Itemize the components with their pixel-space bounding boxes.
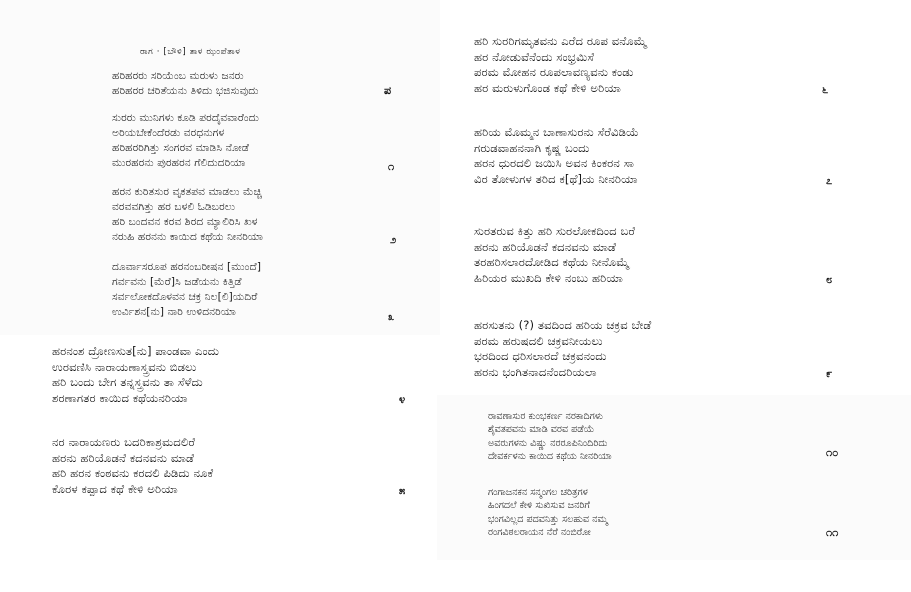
verse-line: ಹರ ಮರುಳುಗೊಂಡ ಕಥೆ ಕೇಳಿ ಅರಿಯಾ <box>474 80 621 95</box>
verse-line: ಹರಿ ಹರನ ಕಂಠವನು ಕರದಲಿ ಪಿಡಿದು ನೂಕೆ <box>52 466 214 481</box>
verse-line: ಅವರುಗಳನು ವಿಷ್ಣು ನರರೂಪಿನಿಂದಿರಿದು <box>488 437 608 449</box>
verse-line: ಗರುಡವಾಹನನಾಗಿ ಕೃಷ್ಣ ಬಂದು <box>474 140 590 155</box>
verse-line: ಹರಿ ಸುರರಿಗಮೃತವನು ಎರೆದ ರೂಪ ವನೊಮ್ಮೆ <box>474 34 647 48</box>
verse-number: ೮ <box>826 273 833 286</box>
verse-line: ಹರನು ಹರಿಯೊಡನೆ ಕದನವನು ಮಾಡೆ <box>52 450 195 465</box>
verse-line: ಶರಣಾಗತರ ಕಾಯಿದ ಕಥೆಯನರಿಯಾ <box>52 390 188 405</box>
verse-left-2 <box>112 111 259 171</box>
verse-line: ದೇವರ್ಕಳನು ಕಾಯಿದ ಕಥೆಯ ನೀನರಿಯಾ <box>488 451 612 463</box>
verse-line: ವಿರ ತೋಳುಗಳ ತರಿದ ಕ[ಥೆ]ಯ ನೀನರಿಯಾ <box>474 171 638 186</box>
verse-line: ಹರನು ಹರಿಯೊಡನೆ ಕದನವನು ಮಾಡೆ <box>474 239 617 254</box>
verse-line: ಅರಿಯಬೇಕೆಂದೆರಡು ವರಧನುಗಳ <box>112 127 225 139</box>
verse-number: ೧ <box>388 160 395 173</box>
verse-line: ಪರಮ ಹರುಷದಲಿ ಚಕ್ರವನೀಯಲು <box>474 333 603 348</box>
verse-left-4 <box>112 260 261 320</box>
verse-number: ೫ <box>399 484 406 497</box>
verse-line: ಕೊರಳ ಕಪ್ಪಾದ ಕಥೆ ಕೇಳಿ ಅರಿಯಾ <box>52 481 178 496</box>
verse-line: ತರಹರಿಸಲಾರದೋಡಿದ ಕಥೆಯ ನೀನೊಮ್ಮೆ <box>474 255 630 270</box>
verse-number: ಪ <box>384 84 392 97</box>
verse-line: ಹರನ ಧುರದಲಿ ಜಯಿಸಿ ಅವನ ಕಿಂಕರನ ಸಾ <box>474 156 635 171</box>
verse-line: ಮುರಹರನು ಪುರಹರನ ಗೆಲಿದುದರಿಯಾ <box>112 157 246 169</box>
verse-line: ಉರವಣಿಸಿ ನಾರಾಯಣಾಸ್ತ್ರವನು ಬಿಡಲು <box>52 359 197 374</box>
verse-line: ನರ ನಾರಾಯಣರು ಬದರಿಕಾಶ್ರಮದಲಿರೆ <box>52 435 196 449</box>
verse-left-6 <box>52 435 213 497</box>
verse-line: ಹರಿ ಬಂದು ಬೇಗ ತನ್ನಸ್ತ್ರವನು ತಾ ಸೆಳೆದು <box>52 375 203 390</box>
verse-line: ದೂರ್ವಾಸರೂಪ ಹರನಂಬರೀಷನ [ಮುಂದೆ] <box>112 261 262 273</box>
verse-line: ಸುರತರುವ ಕಿತ್ತು ಹರಿ ಸುರಲೋಕದಿಂದ ಬರೆ <box>474 224 636 238</box>
verse-number: ೪ <box>399 393 406 406</box>
verse-number: ೭ <box>826 174 833 187</box>
verse-number: ೨ <box>390 233 397 246</box>
verse-line: ಹರ ನೋಡುವೆನೆಂದು ಸಂಭ್ರಮಿಸೆ <box>474 49 595 64</box>
verse-line: ಹರನು ಭಂಗಿತನಾದನೆಂದರಿಯಲಾ <box>474 364 597 379</box>
verse-line: ಹರಿಯ ಮೊಮ್ಮನ ಬಾಣಾಸುರನು ಸೆರೆವಿಡಿಯೆ <box>474 125 639 139</box>
verse-line: ಹರಿಹರರಿಗಿತ್ತು ಸಂಗರವ ಮಾಡಿಸಿ ನೋಡೆ <box>112 142 250 154</box>
verse-right-1 <box>474 34 647 96</box>
verse-line: ಹಿರಿಯರ ಮುಖದಿ ಕೇಳಿ ನಂಬು ಹರಿಯಾ <box>474 270 623 285</box>
verse-number: ೧೦ <box>826 446 839 459</box>
verse-line: ಸುರರು ಮುನಿಗಳು ಕೂಡಿ ಪರದೈವವಾರೆಂದು <box>112 112 259 124</box>
verse-left-3 <box>112 185 263 245</box>
verse-right-2 <box>474 125 639 187</box>
verse-line: ಸರ್ವಲೋಕದೊಳವನ ಚಕ್ರ ನಿಲ[ಲಿ]ಯದಿರೆ <box>112 291 258 303</box>
verse-line: ಹರಸುತನು (?) ತವದಿಂದ ಹರಿಯ ಚಕ್ರವ ಬೇಡೆ <box>474 318 652 332</box>
verse-line: ಶೈವತಪವನು ಮಾಡಿ ವರವ ಪಡೆಯೆ <box>488 424 595 436</box>
verse-line: ಹರನ ಕುರಿತಸುರ ವೃಕತಪವ ಮಾಡಲು ಮೆಚ್ಚಿ <box>112 186 262 198</box>
raga-tala-heading: ರಾಗ · [ಬೌಳಿ] ತಾಳ ಝಂಪೆತಾಳ <box>140 47 241 57</box>
verse-right-6 <box>488 486 608 540</box>
verse-line: ಹರಿಹರರು ಸರಿಯೆಂಬ ಮರುಳು ಜನರು <box>112 70 244 82</box>
verse-line: ರಂಗವಿಠಲರಾಯನ ನೆರೆ ನಂಬಿರೋ <box>488 527 591 539</box>
verse-line: ಗಂಗಾಜನಕನ ಸನ್ಮಂಗಲ ಚರಿತ್ರಗಳ <box>488 487 588 498</box>
verse-line: ಹರಿ ಬಂದವನ ಕರವ ಶಿರದ ಮ್ಯಾಲಿರಿಸಿ ಖಳ <box>112 216 258 228</box>
verse-number: ೩ <box>388 310 395 323</box>
verse-line: ನರುಹಿ ಹರನನು ಕಾಯಿದ ಕಥೆಯ ನೀನರಿಯಾ <box>112 231 264 243</box>
verse-line: ಪರಮ ಮೋಹನ ರೂಪಲಾವಣ್ಯವನು ಕಂಡು <box>474 65 634 80</box>
verse-right-5 <box>488 410 612 464</box>
verse-line: ಭಂಗವಿಲ್ಲದ ಪದವನಿತ್ತು ಸಲಹುವ ನಮ್ಮ <box>488 513 608 525</box>
verse-right-4 <box>474 318 651 380</box>
verse-line: ವರವವಗಿತ್ತು ಹರ ಬಳಲಿ ಓಡಿಬರಲು <box>112 201 236 213</box>
verse-line: ಹರನಂಶ ದ್ರೋಣಸುತ[ನು] ಪಾಂಡವಾ ಎಂದು <box>52 344 219 358</box>
verse-right-3 <box>474 224 635 286</box>
verse-line: ಹಿಂಗದಲೆ ಕೇಳಿ ಸುಖಿಸುವ ಜನರಿಗೆ <box>488 500 590 512</box>
verse-left-1 <box>112 69 259 99</box>
verse-line: ಹರಿಹರರ ಚರಿತೆಯನು ತಿಳಿದು ಭಜಿಸುವುದು <box>112 85 259 97</box>
verse-left-5 <box>52 344 219 406</box>
verse-line: ಗರ್ವವನು [ಮೆರೆ]ಸಿ ಜಡೆಯನು ಕಿತ್ತಿಡೆ <box>112 276 242 288</box>
verse-line: ಭರದಿಂದ ಧರಿಸಲಾರದೆ ಚಕ್ರವನಂದು <box>474 349 607 364</box>
verse-number: ೯ <box>826 367 833 380</box>
verse-line: ಉರ್ವಿಶನ[ನು] ನಾರಿ ಉಳಿದನರಿಯಾ <box>112 306 237 318</box>
verse-number: ೬ <box>822 83 829 96</box>
verse-number: ೧೧ <box>826 526 839 539</box>
verse-line: ರಾವಣಾಸುರ ಕುಂಭಕರ್ಣ ನರಕಾದಿಗಳು <box>488 411 604 422</box>
